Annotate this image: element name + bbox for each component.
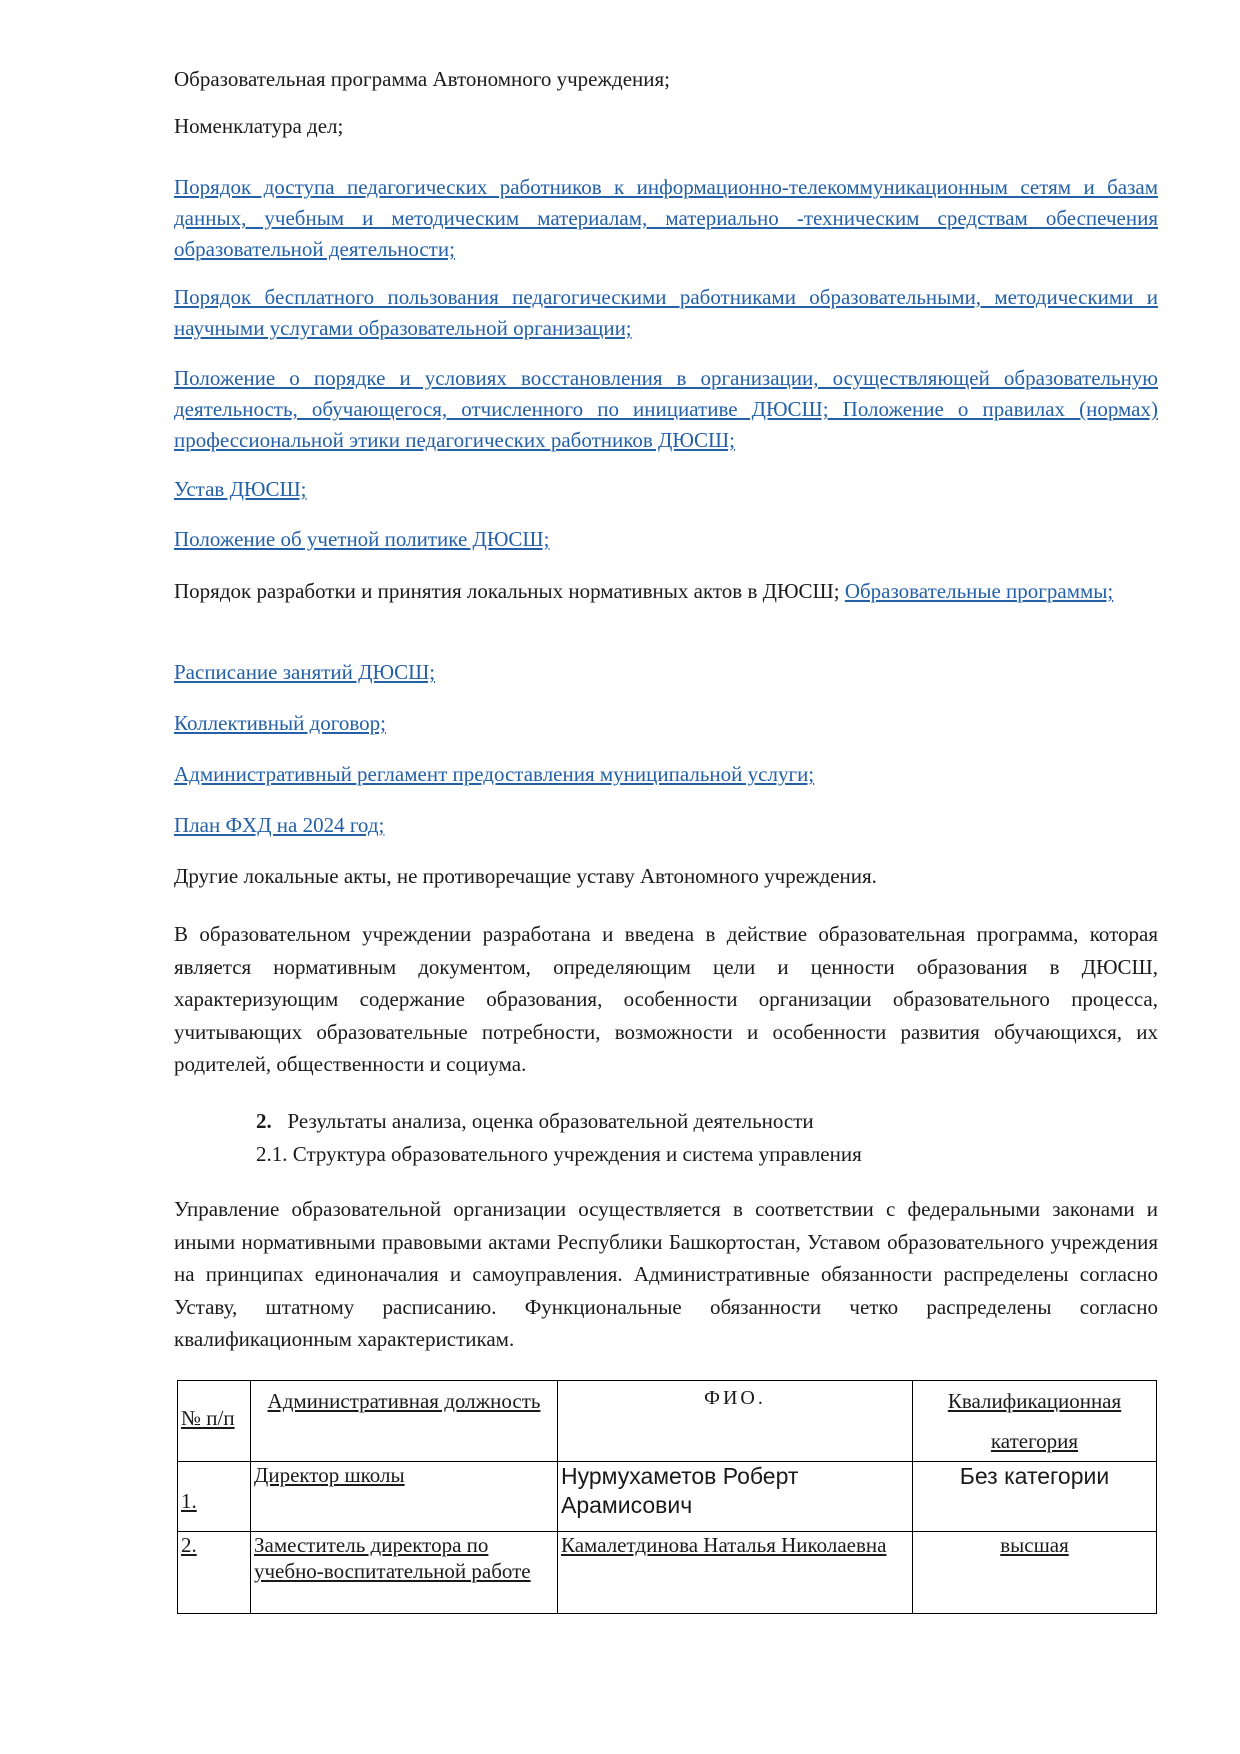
link-paragraph (174, 363, 1158, 456)
link-collective-agreement[interactable]: Коллективный договор; (174, 711, 386, 735)
link-paragraph (174, 657, 1158, 688)
link-paragraph (174, 282, 1158, 344)
body-paragraph: В образовательном учреждении разработана и введена в действие образовательная программа, которая является нормативным документом, определяющим цели и ценности образования в ДЮСШ, характеризующим содержание образования, особенности организации образовательного процесса, учитывающих образовательные потребности, возможности и особенности развития обучающихся, их родителей, общественности и социума. (174, 922, 1158, 1076)
link-charter[interactable]: Устав ДЮСШ; (174, 477, 307, 501)
header-fio: ФИО. (558, 1381, 913, 1462)
link-fhd-plan[interactable]: План ФХД на 2024 год; (174, 813, 385, 837)
table-row (178, 1532, 1157, 1614)
text-line: Номенклатура дел; (174, 114, 344, 138)
link-paragraph (174, 708, 1158, 739)
header-number: № п/п (178, 1381, 251, 1462)
link-paragraph (174, 474, 1158, 505)
subsection-heading: 2.1. Структура образовательного учреждения и система управления (256, 1142, 862, 1166)
text-line: Образовательная программа Автономного учреждения; (174, 67, 670, 91)
row-category: Без категории (913, 1462, 1157, 1532)
row-number: 1. (178, 1462, 251, 1532)
row-number: 2. (178, 1532, 251, 1614)
link-admin-regulation[interactable]: Административный регламент предоставления муниципальной услуги; (174, 762, 815, 786)
staff-table (177, 1380, 1157, 1614)
link-paragraph (174, 172, 1158, 265)
row-category: высшая (913, 1532, 1157, 1614)
link-paragraph (174, 810, 1158, 841)
link-free-use-order[interactable]: Порядок бесплатного пользования педагогическими работниками образовательными, методическими и научными услугами образовательной организации; (174, 285, 1158, 340)
row-fio: Камалетдинова Наталья Николаевна (558, 1532, 913, 1614)
row-fio: Нурмухаметов Роберт Арамисович (558, 1462, 913, 1532)
link-access-order[interactable]: Порядок доступа педагогических работников к информационно-телекоммуникационным сетям и базам данных, учебным и методическим материалам, материально -техническим средствам обеспечения образовательной деятельности; (174, 175, 1158, 261)
text-line: Другие локальные акты, не противоречащие уставу Автономного учреждения. (174, 864, 877, 888)
text-line: Порядок разработки и принятия локальных нормативных актов в ДЮСШ; (174, 579, 840, 603)
link-paragraph (174, 759, 1158, 790)
link-paragraph (174, 524, 1158, 555)
link-educational-programs[interactable]: Образовательные программы; (844, 579, 1114, 603)
row-position: Директор школы (251, 1462, 558, 1532)
header-position: Административная должность (251, 1381, 558, 1462)
mixed-paragraph (174, 576, 1158, 607)
link-schedule[interactable]: Расписание занятий ДЮСШ; (174, 660, 436, 684)
table-header-row (178, 1381, 1157, 1462)
row-position: Заместитель директора по учебно-воспитательной работе (251, 1532, 558, 1614)
section-heading (256, 1106, 814, 1137)
section-number: 2. (256, 1109, 272, 1133)
table-row (178, 1462, 1157, 1532)
body-paragraph: Управление образовательной организации осуществляется в соответствии с федеральными законами и иными нормативными правовыми актами Республики Башкортостан, Уставом образовательного учреждения на принципах единоначалия и самоуправления. Административные обязанности распределены согласно Уставу, штатному расписанию. Функциональные обязанности четко распределены согласно квалификационным характеристикам. (174, 1197, 1158, 1351)
link-accounting-policy[interactable]: Положение об учетной политике ДЮСШ; (174, 527, 550, 551)
section-title: Результаты анализа, оценка образовательной деятельности (287, 1109, 814, 1133)
header-category: Квалификационная категория (913, 1381, 1157, 1462)
link-restoration-regulation[interactable]: Положение о порядке и условиях восстановления в организации, осуществляющей образовательную деятельность, обучающегося, отчисленного по инициативе ДЮСШ; Положение о правилах (нормах) профессиональной этики педагогических работников ДЮСШ; (174, 366, 1158, 452)
